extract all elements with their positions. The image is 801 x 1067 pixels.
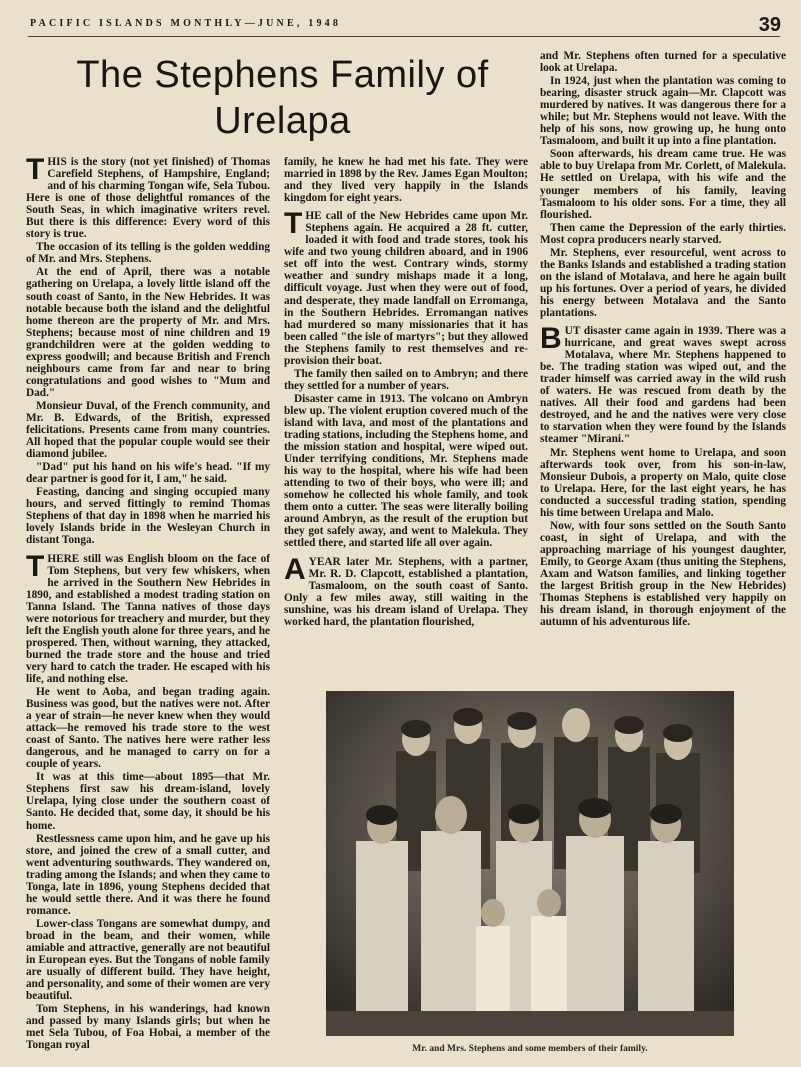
paragraph: AYEAR later Mr. Stephens, with a partner, Mr. R. D. Clapcott, established a plantation, Tasmaloom, on the south coast of Santo. Only a few miles away, still waiting in the sunshine, was his dream island of Urelapa. They worked hard, the plantation flourished,	[284, 552, 528, 628]
drop-cap: B	[540, 322, 562, 356]
paragraph: The occasion of its telling is the golden wedding of Mr. and Mrs. Stephens.	[26, 241, 270, 266]
paragraph: BUT disaster came again in 1939. There was a hurricane, and great waves swept across Motalava, where Mr. Stephens happened to be. The trading station was wiped out, and the trader himself was carried away in the wild rush of waters. He was rescued from death by the natives. All their food and gardens had been destroyed, and he and the natives were very close to starvation when they were found by the Islands steamer "Mirani."	[540, 322, 786, 446]
drop-cap: T	[284, 207, 303, 241]
paragraph: Disaster came in 1913. The volcano on Ambryn blew up. The violent eruption covered much of the island with lava, and most of the plantations and trading stations, including the Stephens home, and the mission station and hospital, were wiped out. Under terrifying conditions, Mr. Stephens made his way to the hospital, where his wife had been attending to two of their boys, who were ill; and somehow he collected his whole family, and took them onto a cutter. The seas were literally boiling around Ambryn, as the result of the eruption but they got safely away, and went to Malekula. They settled there, and started life all over again.	[284, 392, 528, 550]
header-rule	[28, 36, 780, 37]
text-column-2	[284, 156, 528, 686]
family-photo	[326, 691, 734, 1036]
paragraph: Soon afterwards, his dream came true. He was able to buy Urelapa from Mr. Corlett, of Malekula. He settled on Urelapa, with his wife and the younger members of his family, leaving Tasmaloom to his older sons. For a time, they all flourished.	[540, 148, 786, 221]
paragraph: THERE still was English bloom on the face of Tom Stephens, but very few whiskers, when he arrived in the Southern New Hebrides in 1890, and established a modest trading station on Tanna Island. The Tanna natives of those days were notorious for treachery and murder, but they left the English youth alone for three years, and he prospered. Then, without warning, they attacked, burned the trade store and the house and tried very hard to catch the trader. He escaped with his life, and nothing else.	[26, 549, 270, 685]
paragraph: Mr. Stephens, ever resourceful, went across to the Banks Islands and established a trading station on the island of Motalava, and here he again built up his fortunes. Over a period of years, he divided his energy between Motalava and the Santo plantations.	[540, 246, 786, 319]
paragraph: At the end of April, there was a notable gathering on Urelapa, a lovely little island off the south coast of Santo, in the New Hebrides. It was notable because both the island and the delightful home thereon are the property of Mr. and Mrs. Stephens; because most of nine children and 19 grandchildren were at the golden wedding to express goodwill; and because British and French neighbours came from far and near to bring congratulations and good wishes to "Mum and Dad."	[26, 266, 270, 399]
paragraph: He went to Aoba, and began trading again. Business was good, but the natives were not. After a year of strain—he never knew when they would attack—he removed his trade store to the west coast of Santo. The natives here were rather less dangerous, and he managed to carry on for a couple of years.	[26, 686, 270, 771]
paragraph: Then came the Depression of the early thirties. Most copra producers nearly starved.	[540, 221, 786, 246]
title-line-1: The Stephens Family of	[76, 54, 489, 96]
paragraph: It was at this time—about 1895—that Mr. Stephens first saw his dream-island, lovely Urelapa, lying close under the southern coast of Santo. He decided that, some day, it should be his home.	[26, 771, 270, 832]
text-column-1	[26, 156, 270, 1058]
paragraph: Mr. Stephens went home to Urelapa, and soon afterwards took over, from his son-in-law, Monsieur Dubois, a property on Malo, quite close to Urelapa. Here, for the last eight years, he has conducted a successful trading station, spending his time between Urelapa and Malo.	[540, 446, 786, 519]
paragraph: Feasting, dancing and singing occupied many hours, and served fittingly to remind Thomas Stephens of that day in 1898 when he married his lovely Islands bride in the Wesleyan Church in distant Tonga.	[26, 486, 270, 547]
paragraph: Tom Stephens, in his wanderings, had known and passed by many Islands girls; but when he met Sela Tubou, of Foa Hobai, a member of the Tongan royal	[26, 1003, 270, 1052]
paragraph: THE call of the New Hebrides came upon Mr. Stephens again. He acquired a 28 ft. cutter, loaded it with food and trade stores, took his wife and two young children aboard, and in 1906 set off into the west. Contrary winds, stormy weather and sundry mishaps made it a long, difficult voyage. Just when they were out of food, and desperate, they made landfall on Erromanga, in the Southern Hebrides. Erromangan natives had murdered so many missionaries that it has been called "the isle of martyrs"; but they allowed the Stephens family to rest themselves and re-provision their boat.	[284, 207, 528, 367]
running-header: PACIFIC ISLANDS MONTHLY—JUNE, 1948	[30, 18, 342, 29]
paragraph: Restlessness came upon him, and he gave up his store, and joined the crew of a small cutter, and went adventuring southwards. They wandered on, trading among the Islands; and when they came to Tonga, late in 1896, young Stephens decided that he would settle there. And it was there he found romance.	[26, 832, 270, 917]
paragraph: The family then sailed on to Ambryn; and there they settled for a number of years.	[284, 367, 528, 392]
drop-cap: T	[26, 549, 45, 583]
drop-cap: A	[284, 552, 306, 586]
paragraph: and Mr. Stephens often turned for a speculative look at Urelapa.	[540, 50, 786, 75]
paragraph: Monsieur Duval, of the French community, and Mr. B. Edwards, of the British, expressed felicitations. Presents came from many countries. All hoped that the popular couple would see their diamond jubilee.	[26, 399, 270, 461]
drop-cap: T	[26, 156, 45, 186]
paragraph: In 1924, just when the plantation was coming to bearing, disaster struck again—Mr. Clapcott was murdered by natives. It was dangerous there for a while; but Mr. Stephens would not leave. With the help of his sons, now growing up, he hung onto Tasmaloom, and built it up into a fine plantation.	[540, 75, 786, 148]
title-line-2: Urelapa	[214, 100, 351, 142]
paragraph: "Dad" put his hand on his wife's head. "If my dear partner is good for it, I am," he said.	[26, 461, 270, 486]
paragraph: THIS is the story (not yet finished) of Thomas Carefield Stephens, of Hampshire, England; and of his charming Tongan wife, Sela Tubou. Here is one of those delightful romances of the South Seas, in which imaginative writers revel. But there is this difference: Every word of this story is true.	[26, 156, 270, 241]
page-number: 39	[758, 14, 781, 36]
paragraph: family, he knew he had met his fate. They were married in 1898 by the Rev. James Egan Moulton; and they lived very happily in the Islands kingdom for eight years.	[284, 156, 528, 205]
paragraph: Lower-class Tongans are somewhat dumpy, and broad in the beam, and their women, while amiable and attractive, generally are not beautiful in European eyes. But the Tongans of noble family are usually of different build. They have height, and personality, and some of their women are very beautiful.	[26, 917, 270, 1003]
paragraph: Now, with four sons settled on the South Santo coast, in sight of Urelapa, and with the approaching marriage of his youngest daughter, Emily, to George Axam (thus uniting the Stephens, Axam and Watson families, and linking together the largest British group in the New Hebrides) Thomas Stephens is established very happily on his dream island, in thorough enjoyment of the autumn of his adventurous life.	[540, 519, 786, 629]
family-photo-illustration	[326, 691, 734, 1036]
photo-caption: Mr. and Mrs. Stephens and some members of their family.	[412, 1044, 648, 1054]
text-column-3	[540, 50, 786, 686]
article-title	[30, 52, 535, 144]
